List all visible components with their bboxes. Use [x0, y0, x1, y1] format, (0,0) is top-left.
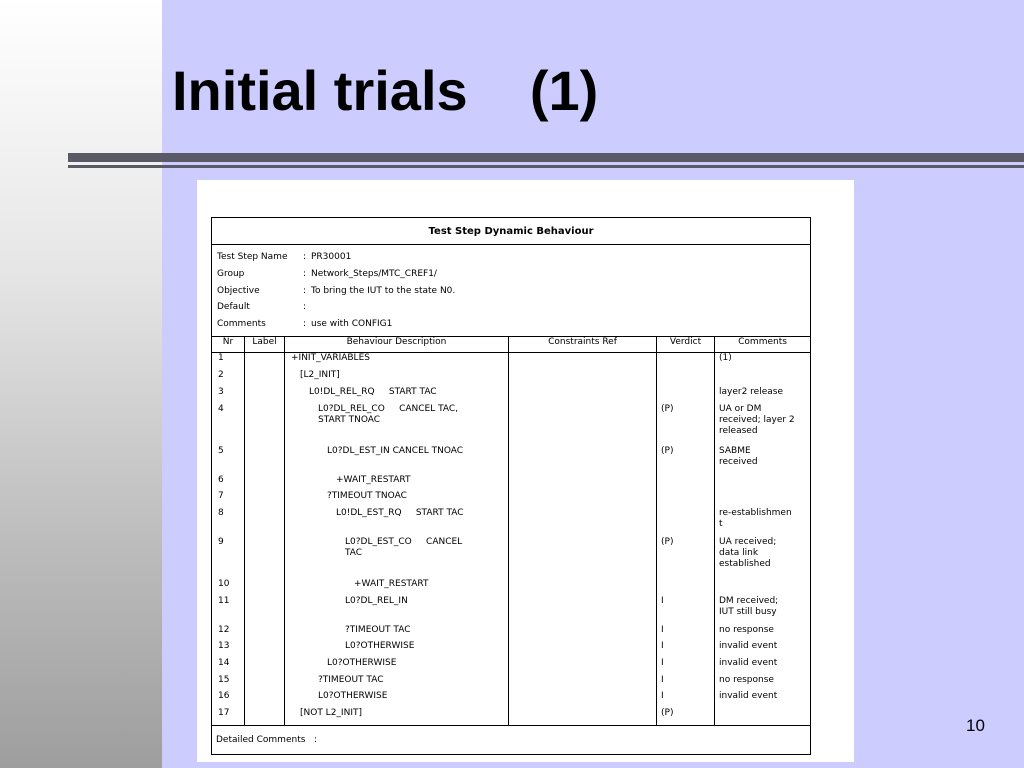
header-key: Comments	[217, 319, 266, 330]
row-nr: 5	[212, 446, 245, 475]
row-behaviour: ?TIMEOUT TNOAC	[285, 491, 509, 508]
row-constraints-ref	[509, 404, 657, 446]
row-behaviour: L0?DL_EST_IN CANCEL TNOAC	[285, 446, 509, 475]
row-label	[245, 596, 285, 625]
row-constraints-ref	[509, 708, 657, 725]
row-behaviour: L0?OTHERWISE	[285, 641, 509, 658]
row-constraints-ref	[509, 641, 657, 658]
row-verdict: I	[657, 641, 715, 658]
row-verdict	[657, 508, 715, 537]
row-comments	[715, 708, 811, 725]
row-constraints-ref	[509, 658, 657, 675]
row-comments: layer2 release	[715, 387, 811, 404]
row-comments: UA or DM received; layer 2 released	[715, 404, 811, 446]
row-label	[245, 675, 285, 692]
row-comments: SABME received	[715, 446, 811, 475]
title-divider-thick	[68, 153, 1024, 162]
column-header-constraints: Constraints Ref	[509, 337, 657, 353]
row-nr: 1	[212, 353, 245, 370]
table-row	[212, 353, 811, 370]
row-behaviour: +INIT_VARIABLES	[285, 353, 509, 370]
row-nr: 13	[212, 641, 245, 658]
row-nr: 4	[212, 404, 245, 446]
row-verdict: I	[657, 596, 715, 625]
row-behaviour: ?TIMEOUT TAC	[285, 675, 509, 692]
row-verdict: I	[657, 691, 715, 708]
row-comments: re-establishmen t	[715, 508, 811, 537]
row-behaviour: L0?OTHERWISE	[285, 658, 509, 675]
row-verdict: (P)	[657, 708, 715, 725]
table-row	[212, 370, 811, 387]
row-comments: no response	[715, 675, 811, 692]
row-verdict: I	[657, 675, 715, 692]
row-verdict	[657, 353, 715, 370]
table-row	[212, 691, 811, 708]
row-label	[245, 691, 285, 708]
behaviour-rows	[212, 353, 811, 725]
row-nr: 12	[212, 625, 245, 642]
column-header-behaviour: Behaviour Description	[285, 337, 509, 353]
row-label	[245, 387, 285, 404]
table-row	[212, 641, 811, 658]
row-comments: UA received; data link established	[715, 537, 811, 579]
row-comments	[715, 370, 811, 387]
row-nr: 16	[212, 691, 245, 708]
row-behaviour: L0?DL_EST_CO CANCEL TAC	[285, 537, 509, 579]
row-behaviour: L0?DL_REL_IN	[285, 596, 509, 625]
row-constraints-ref	[509, 475, 657, 492]
row-label	[245, 537, 285, 579]
row-behaviour: L0!DL_REL_RQ START TAC	[285, 387, 509, 404]
row-comments: (1)	[715, 353, 811, 370]
header-line: Comments : use with CONFIG1	[217, 319, 393, 330]
detailed-comments-row	[212, 725, 811, 754]
row-constraints-ref	[509, 491, 657, 508]
row-verdict: (P)	[657, 537, 715, 579]
row-constraints-ref	[509, 387, 657, 404]
column-header-row	[212, 337, 811, 353]
header-value: use with CONFIG1	[311, 319, 393, 330]
test-step-table	[211, 217, 811, 755]
row-verdict	[657, 475, 715, 492]
slide-title: Initial trials (1)	[172, 59, 599, 122]
header-key: Default	[217, 302, 250, 313]
row-constraints-ref	[509, 537, 657, 579]
row-nr: 17	[212, 708, 245, 725]
row-label	[245, 641, 285, 658]
row-constraints-ref	[509, 353, 657, 370]
side-gradient-band	[0, 0, 162, 768]
table-row	[212, 387, 811, 404]
header-key: Objective	[217, 285, 260, 296]
row-label	[245, 708, 285, 725]
column-header-verdict: Verdict	[657, 337, 715, 353]
row-nr: 3	[212, 387, 245, 404]
header-value: Network_Steps/MTC_CREF1/	[311, 269, 437, 280]
table-row	[212, 596, 811, 625]
row-constraints-ref	[509, 596, 657, 625]
header-line: Test Step Name : PR30001	[217, 252, 352, 263]
column-header-label: Label	[245, 337, 285, 353]
row-verdict	[657, 387, 715, 404]
row-constraints-ref	[509, 691, 657, 708]
header-key: Test Step Name	[217, 252, 288, 263]
row-nr: 6	[212, 475, 245, 492]
row-constraints-ref	[509, 579, 657, 596]
table-caption: Test Step Dynamic Behaviour	[212, 218, 811, 245]
row-behaviour: +WAIT_RESTART	[285, 579, 509, 596]
table-row	[212, 491, 811, 508]
row-label	[245, 446, 285, 475]
row-comments: invalid event	[715, 641, 811, 658]
table-row	[212, 658, 811, 675]
row-label	[245, 625, 285, 642]
row-verdict: (P)	[657, 446, 715, 475]
row-behaviour: L0?OTHERWISE	[285, 691, 509, 708]
title-divider-thin	[68, 165, 1024, 168]
row-label	[245, 508, 285, 537]
row-comments	[715, 579, 811, 596]
table-row	[212, 579, 811, 596]
row-comments: invalid event	[715, 658, 811, 675]
row-constraints-ref	[509, 675, 657, 692]
header-value: PR30001	[311, 252, 352, 263]
table-row	[212, 537, 811, 579]
row-verdict: I	[657, 625, 715, 642]
row-verdict	[657, 370, 715, 387]
row-constraints-ref	[509, 370, 657, 387]
row-comments	[715, 491, 811, 508]
row-label	[245, 475, 285, 492]
test-step-header	[212, 245, 811, 337]
row-behaviour: L0!DL_EST_RQ START TAC	[285, 508, 509, 537]
table-row	[212, 508, 811, 537]
table-row	[212, 404, 811, 446]
header-line: Objective : To bring the IUT to the state N0.	[217, 285, 456, 296]
row-nr: 7	[212, 491, 245, 508]
table-row	[212, 625, 811, 642]
row-behaviour: [L2_INIT]	[285, 370, 509, 387]
row-nr: 2	[212, 370, 245, 387]
row-nr: 14	[212, 658, 245, 675]
row-constraints-ref	[509, 508, 657, 537]
row-comments: invalid event	[715, 691, 811, 708]
row-label	[245, 353, 285, 370]
detailed-comments-label: Detailed Comments	[216, 734, 306, 745]
page-number: 10	[966, 716, 985, 735]
row-verdict: I	[657, 658, 715, 675]
header-key: Group	[217, 269, 245, 280]
row-behaviour: L0?DL_REL_CO CANCEL TAC, START TNOAC	[285, 404, 509, 446]
header-line: Group : Network_Steps/MTC_CREF1/	[217, 269, 437, 280]
row-label	[245, 658, 285, 675]
row-nr: 8	[212, 508, 245, 537]
row-label	[245, 579, 285, 596]
row-behaviour: +WAIT_RESTART	[285, 475, 509, 492]
row-nr: 15	[212, 675, 245, 692]
row-verdict	[657, 491, 715, 508]
row-label	[245, 404, 285, 446]
row-nr: 10	[212, 579, 245, 596]
row-behaviour: [NOT L2_INIT]	[285, 708, 509, 725]
row-verdict	[657, 579, 715, 596]
column-header-nr: Nr	[212, 337, 245, 353]
row-label	[245, 491, 285, 508]
row-behaviour: ?TIMEOUT TAC	[285, 625, 509, 642]
table-row	[212, 708, 811, 725]
row-constraints-ref	[509, 446, 657, 475]
row-verdict: (P)	[657, 404, 715, 446]
row-comments	[715, 475, 811, 492]
row-comments: DM received; IUT still busy	[715, 596, 811, 625]
column-header-comments: Comments	[715, 337, 811, 353]
row-nr: 9	[212, 537, 245, 579]
detailed-comments: Detailed Comments :	[212, 725, 811, 754]
row-comments: no response	[715, 625, 811, 642]
row-label	[245, 370, 285, 387]
table-row	[212, 675, 811, 692]
header-value: To bring the IUT to the state N0.	[311, 285, 456, 296]
header-line: Default :	[217, 302, 307, 313]
row-constraints-ref	[509, 625, 657, 642]
row-nr: 11	[212, 596, 245, 625]
table-row	[212, 475, 811, 492]
table-row	[212, 446, 811, 475]
